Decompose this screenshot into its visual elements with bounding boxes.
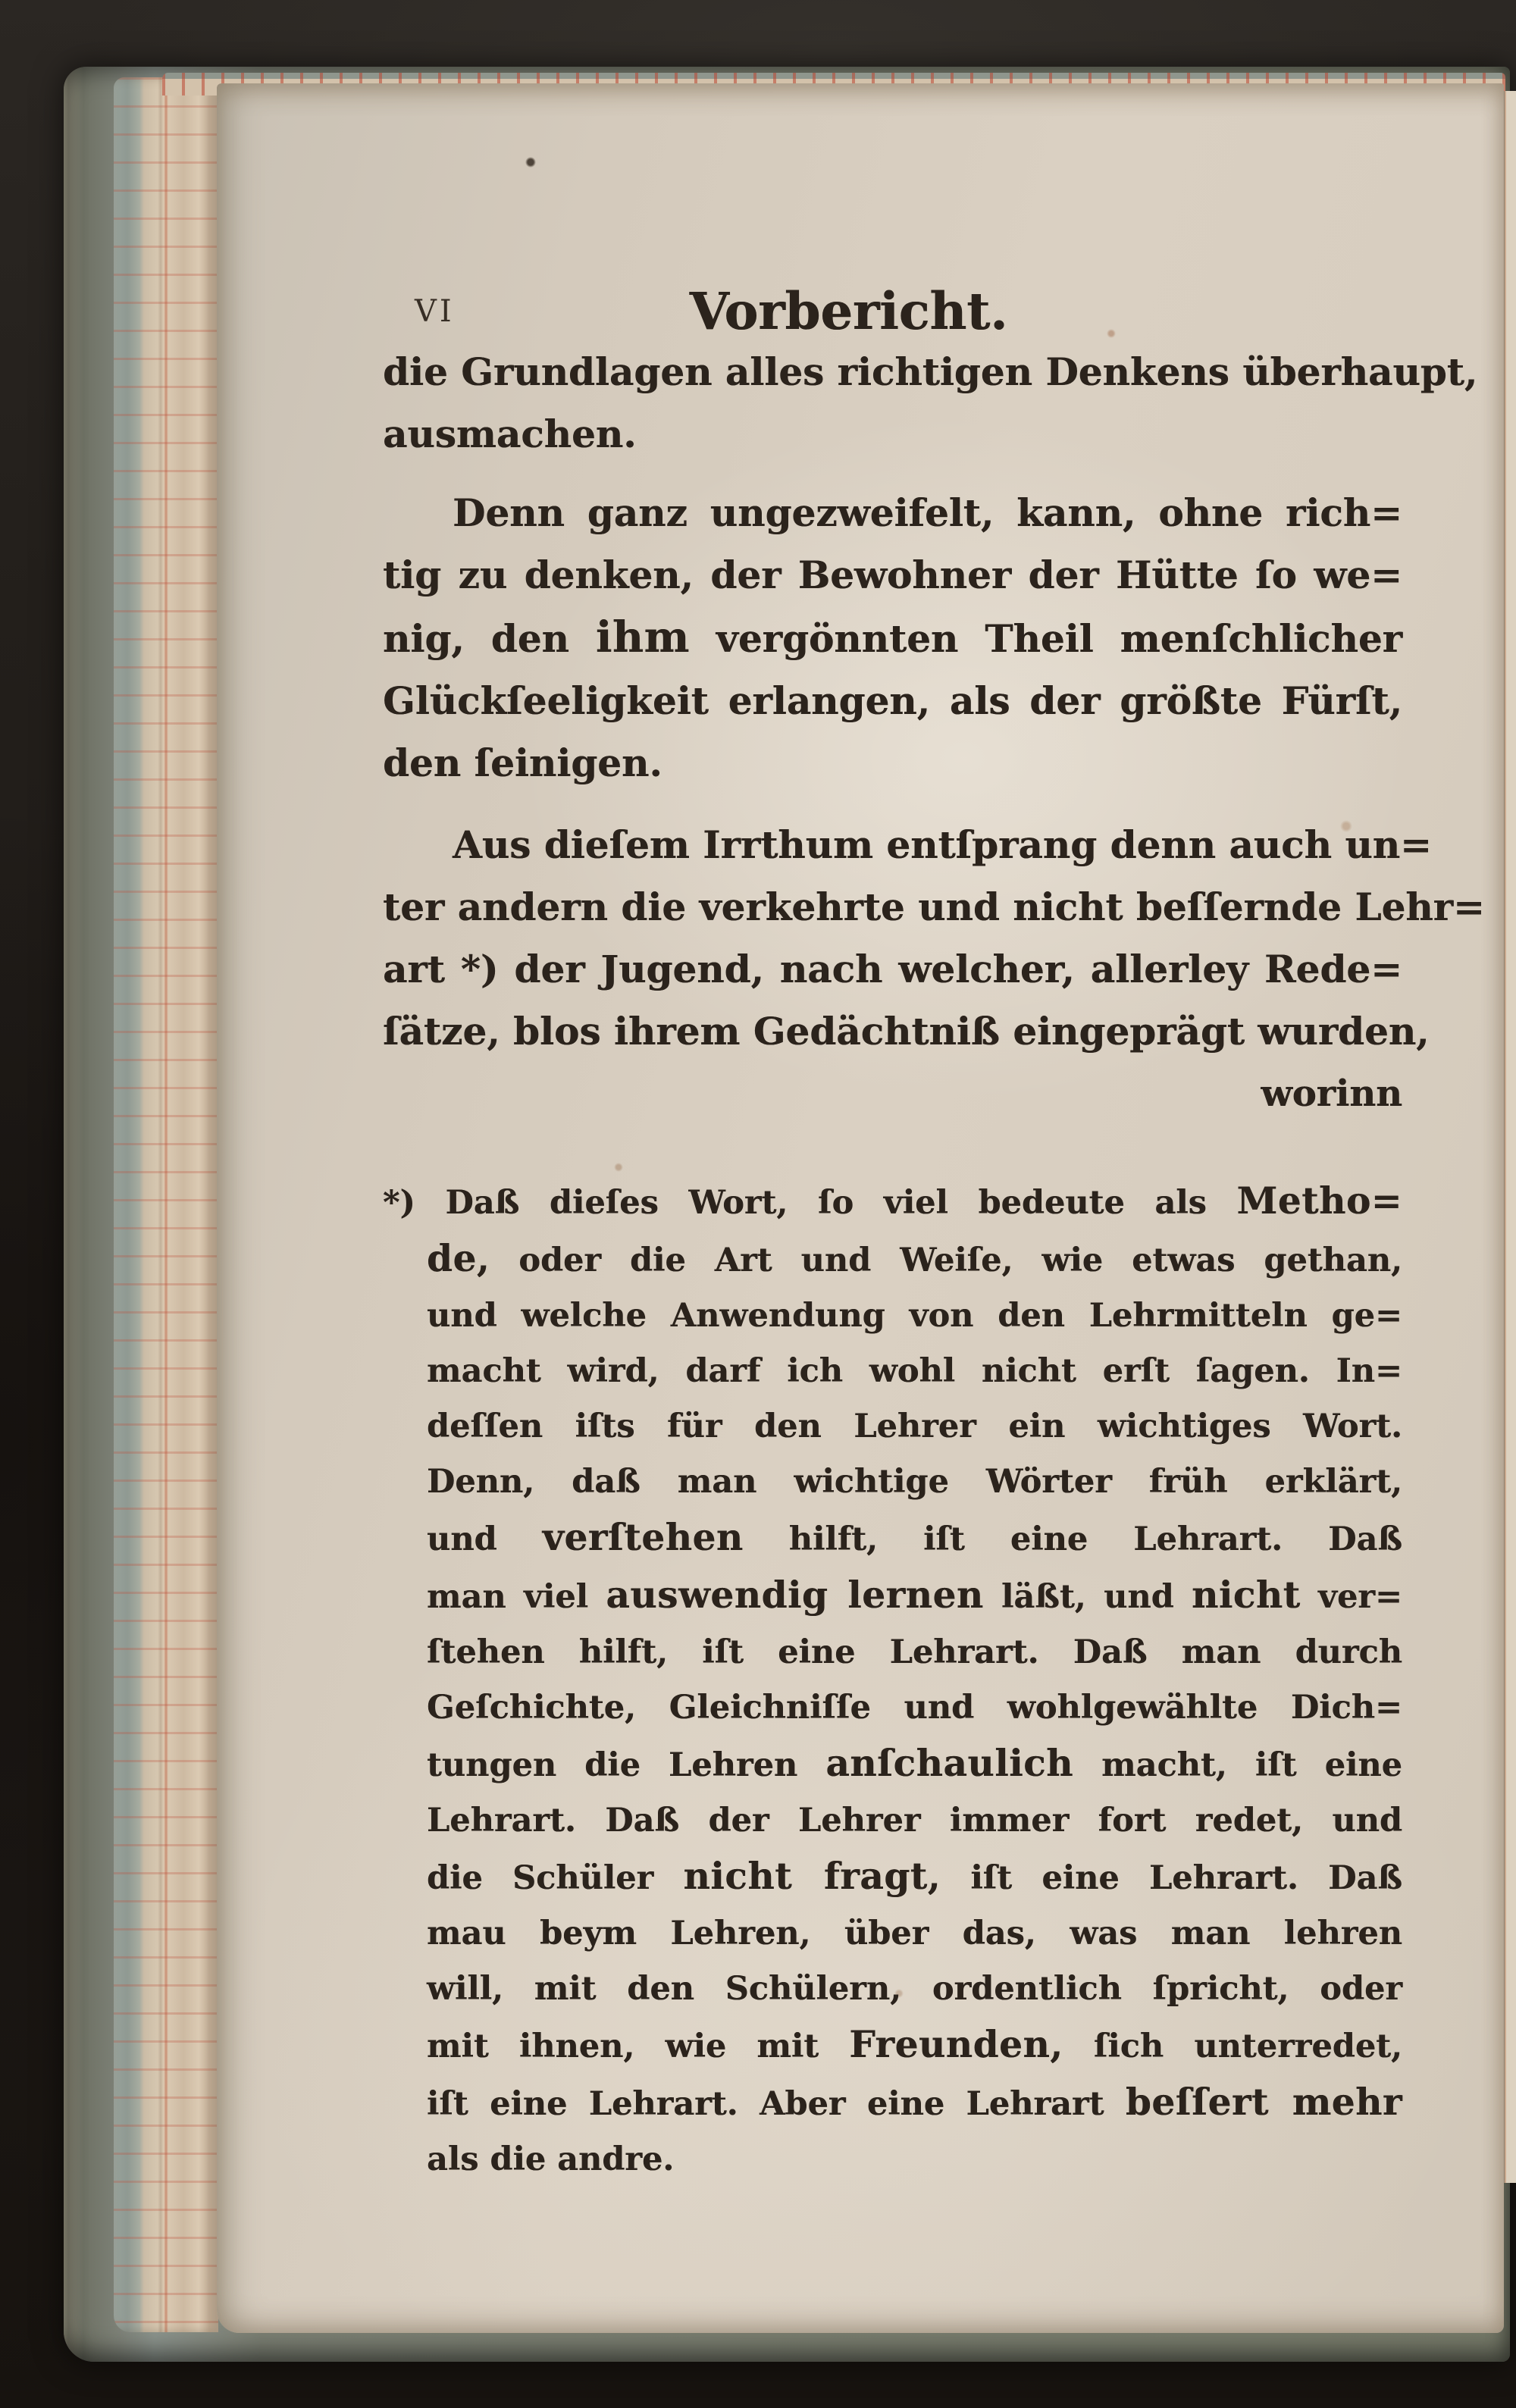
text-line: die Grundlagen alles richtigen Denkens überhaupt,: [383, 349, 1478, 394]
text-line: de, oder die Art und Weiſe, wie etwas gethan,: [427, 1237, 1402, 1280]
text-line: Denn ganz ungezweifelt, kann, ohne rich=: [453, 490, 1402, 535]
text-line: den ſeinigen.: [383, 741, 662, 785]
text-line: als die andre.: [427, 2140, 675, 2178]
footnote: [383, 1173, 1402, 2187]
text-line: ſätze, blos ihrem Gedächtniß eingeprägt wurden,: [383, 1009, 1430, 1054]
paragraph-2: [383, 482, 1402, 794]
page-edges-left: [114, 77, 218, 2332]
paragraph-3: [383, 814, 1485, 1063]
page-title: Vorbericht.: [689, 281, 1008, 341]
catchword-row: [383, 1063, 1402, 1125]
catchword: worinn: [1261, 1072, 1402, 1115]
book-page: [217, 83, 1504, 2333]
text-line: nig, den ihm vergönnten Theil menſchlicher: [383, 612, 1402, 662]
page-header: [383, 261, 1402, 341]
text-line: mit ihnen, wie mit Freunden, ſich unterredet,: [427, 2023, 1403, 2066]
text-line: Glückſeeligkeit erlangen, als der größte Fürſt,: [383, 678, 1402, 723]
text-line: deſſen iſts für den Lehrer ein wichtiges Wort.: [427, 1408, 1402, 1445]
text-line: macht wird, darf ich wohl nicht erſt ſagen. In=: [427, 1352, 1402, 1390]
text-line: ausmachen.: [383, 412, 637, 456]
text-line: und welche Anwendung von den Lehrmitteln ge=: [427, 1297, 1402, 1335]
text-line: iſt eine Lehrart. Aber eine Lehrart beſſert mehr: [427, 2081, 1402, 2124]
page-number: VI: [415, 294, 455, 329]
text-block: [383, 261, 1485, 2187]
text-line: art *) der Jugend, nach welcher, allerley Rede=: [383, 947, 1402, 991]
text-line: tungen die Lehren anſchaulich macht, iſt eine: [427, 1742, 1402, 1785]
text-line: ter andern die verkehrte und nicht beſſernde Lehr=: [383, 885, 1485, 929]
text-line: *) Daß dieſes Wort, ſo viel bedeute als Metho=: [383, 1179, 1402, 1223]
paragraph-1: [383, 341, 1478, 465]
text-line: Aus dieſem Irrthum entſprang denn auch un=: [453, 822, 1432, 867]
text-line: Denn, daß man wichtige Wörter früh erklärt,: [427, 1463, 1402, 1501]
text-line: Lehrart. Daß der Lehrer immer fort redet, und: [427, 1802, 1402, 1840]
text-line: Geſchichte, Gleichniſſe und wohlgewählte Dich=: [427, 1689, 1402, 1727]
text-line: man viel auswendig lernen läßt, und nicht ver=: [427, 1573, 1402, 1617]
text-line: mau beym Lehren, über das, was man lehren: [427, 1915, 1402, 1952]
text-line: die Schüler nicht fragt, iſt eine Lehrart. Daß: [427, 1855, 1402, 1898]
text-line: ſtehen hilft, iſt eine Lehrart. Daß man durch: [427, 1633, 1402, 1671]
text-line: und verſtehen hilft, iſt eine Lehrart. Daß: [427, 1516, 1402, 1559]
text-line: will, mit den Schülern, ordentlich ſpricht, oder: [427, 1970, 1402, 2008]
text-line: tig zu denken, der Bewohner der Hütte ſo we=: [383, 553, 1402, 597]
